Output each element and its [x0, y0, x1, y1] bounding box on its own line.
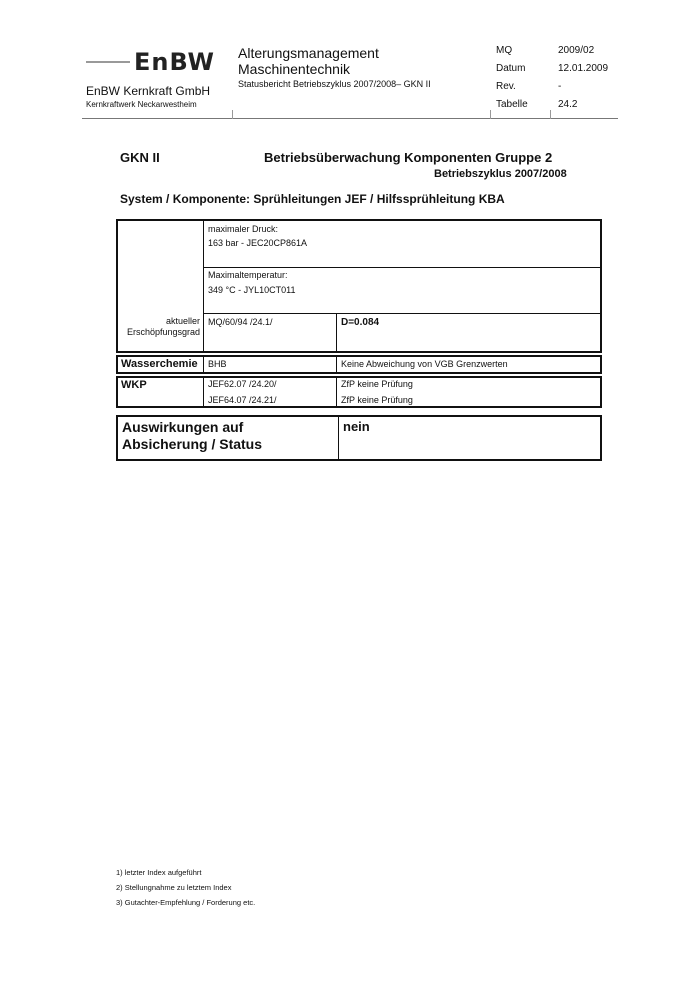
- table-col-divider-2: [336, 313, 337, 352]
- impact-label-2: Absicherung / Status: [122, 436, 263, 452]
- wkp-ref-2: JEF64.07 /24.21/: [208, 395, 277, 405]
- cycle-label: Betriebszyklus 2007/2008: [434, 168, 567, 180]
- pressure-value: 163 bar - JEC20CP861A: [208, 238, 308, 248]
- header-title-1: Alterungsmanagement: [238, 45, 379, 61]
- header-divider: [82, 118, 618, 119]
- impact-label-1: Auswirkungen auf: [122, 419, 244, 435]
- plant-code: GKN II: [120, 150, 160, 165]
- meta-value-tabelle: 24.2: [558, 99, 578, 110]
- table-row-divider-1: [203, 267, 601, 268]
- header-title-2: Maschinentechnik: [238, 61, 351, 77]
- wkp-ref-1: JEF62.07 /24.20/: [208, 379, 277, 389]
- water-col-divider-1: [203, 356, 204, 373]
- meta-label-rev: Rev.: [496, 81, 516, 92]
- system-label: System / Komponente: Sprühleitungen JEF / Hilfssprühleitung KBA: [120, 192, 505, 206]
- fatigue-value: D=0.084: [341, 317, 380, 328]
- fatigue-label-2: Erschöpfungsgrad: [126, 327, 200, 337]
- temperature-value: 349 °C - JYL10CT011: [208, 285, 296, 295]
- meta-label-mq: MQ: [496, 45, 513, 56]
- enbw-logo: EnBW: [134, 48, 215, 76]
- wkp-status-1: ZfP keine Prüfung: [341, 379, 413, 389]
- pressure-label: maximaler Druck:: [208, 224, 279, 234]
- wkp-col-divider-1: [203, 377, 204, 407]
- footnote-3: 3) Gutachter-Empfehlung / Forderung etc.: [116, 898, 256, 907]
- footnote-2: 2) Stellungnahme zu letztem Index: [116, 883, 232, 892]
- water-chemistry-label: Wasserchemie: [121, 358, 198, 370]
- header-subtitle: Statusbericht Betriebszyklus 2007/2008– GKN II: [238, 79, 431, 89]
- table-col-divider: [203, 220, 204, 352]
- wkp-label: WKP: [121, 379, 147, 391]
- water-chemistry-status: Keine Abweichung von VGB Grenzwerten: [341, 359, 508, 369]
- header-tick-3: [550, 110, 551, 119]
- page-title: Betriebsüberwachung Komponenten Gruppe 2: [264, 150, 553, 165]
- header-tick-1: [232, 110, 233, 119]
- table-row-divider-2: [203, 313, 601, 314]
- meta-label-datum: Datum: [496, 63, 526, 74]
- meta-label-tabelle: Tabelle: [496, 99, 528, 110]
- water-chemistry-ref: BHB: [208, 359, 227, 369]
- impact-col-divider: [338, 416, 339, 460]
- wkp-col-divider-2: [336, 377, 337, 407]
- company-name: EnBW Kernkraft GmbH: [86, 84, 211, 98]
- wkp-status-2: ZfP keine Prüfung: [341, 395, 413, 405]
- fatigue-label-1: aktueller: [165, 316, 200, 326]
- plant-name: Kernkraftwerk Neckarwestheim: [86, 100, 197, 109]
- impact-value: nein: [343, 419, 370, 434]
- logo-stroke: [86, 61, 130, 63]
- water-col-divider-2: [336, 356, 337, 373]
- meta-value-datum: 12.01.2009: [558, 63, 609, 74]
- header-tick-2: [490, 110, 491, 119]
- meta-value-mq: 2009/02: [558, 45, 595, 56]
- footnote-1: 1) letzter Index aufgeführt: [116, 868, 202, 877]
- fatigue-reference: MQ/60/94 /24.1/: [208, 317, 273, 327]
- temperature-label: Maximaltemperatur:: [208, 270, 288, 280]
- meta-value-rev: -: [558, 81, 562, 92]
